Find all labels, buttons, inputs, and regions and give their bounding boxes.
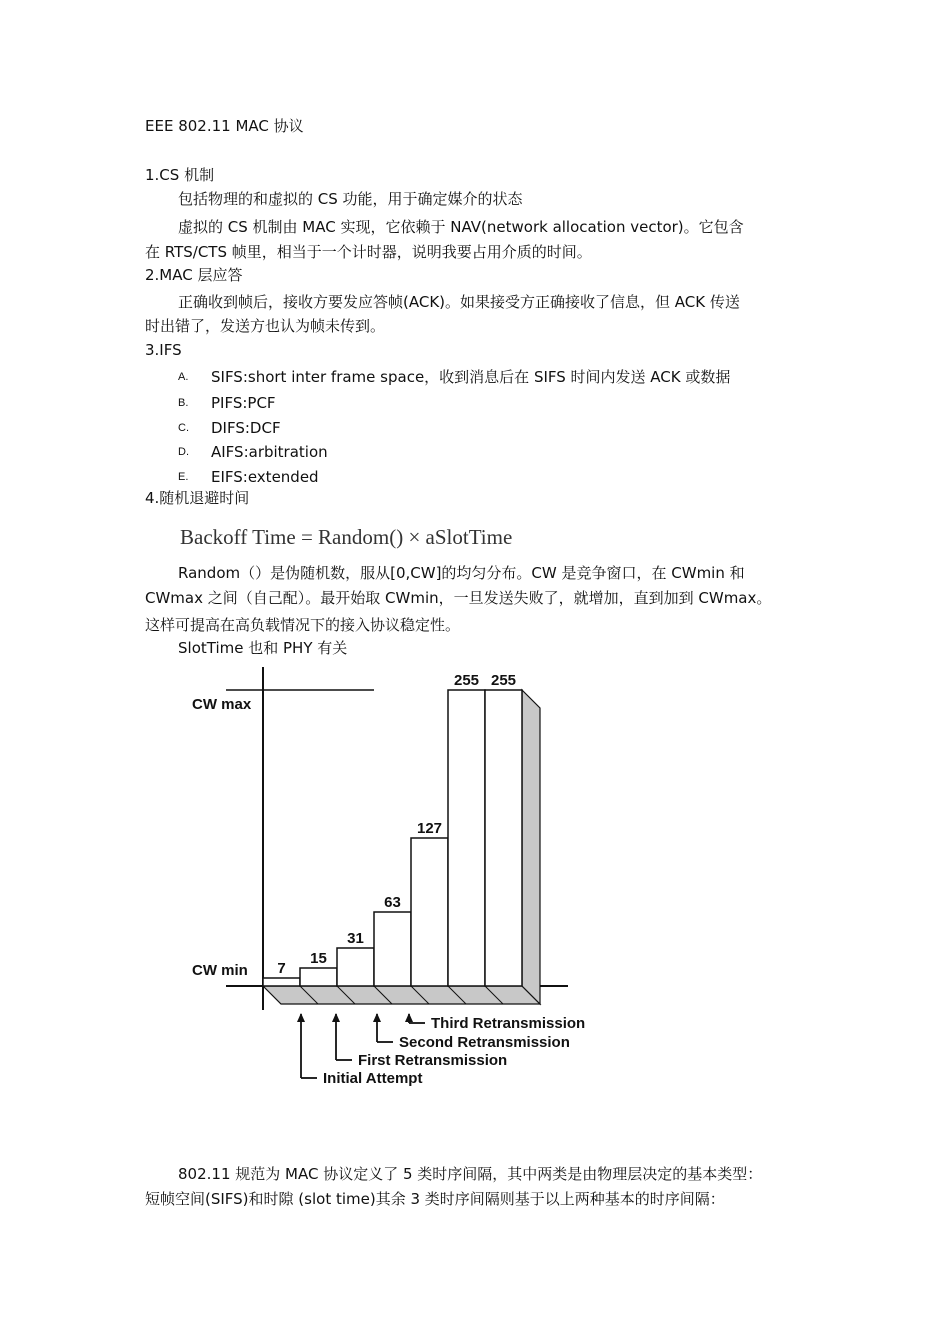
ifs-item-text: AIFS:arbitration: [211, 443, 328, 461]
attempt-label: First Retransmission: [358, 1052, 508, 1069]
backoff-line-1: Random（）是伪随机数，服从[0,CW]的均匀分布。CW 是竞争窗口，在 CWmin 和: [178, 564, 745, 582]
backoff-line-2: CWmax 之间（自己配）。最开始取 CWmin，一旦发送失败了，就增加，直到加到 CWmax。: [145, 589, 772, 607]
attempt-label: Second Retransmission: [399, 1034, 570, 1051]
ifs-item-marker: E.: [178, 471, 189, 483]
bar-value-label: 31: [347, 930, 364, 947]
cs-paragraph-1: 包括物理的和虚拟的 CS 功能，用于确定媒介的状态: [178, 190, 523, 208]
bar-value-label: 255: [453, 672, 480, 689]
attempt-label: Third Retransmission: [431, 1015, 586, 1032]
bar-value-label: 7: [277, 960, 286, 977]
closing-line-2: 短帧空间(SIFS)和时隙 (slot time)其余 3 类时序间隔则基于以上两种基本的时序间隔：: [145, 1190, 725, 1208]
ifs-item-text: EIFS:extended: [211, 468, 319, 486]
cw-min-label: CW min: [192, 962, 248, 979]
chart-bar: [374, 912, 411, 986]
ifs-item-marker: D.: [178, 446, 189, 458]
section-backoff-heading: 4.随机退避时间: [145, 489, 250, 507]
chart-bar: [485, 690, 522, 986]
bar-value-label: 127: [416, 820, 443, 837]
ifs-item-marker: A.: [178, 371, 189, 383]
chart-bar: [263, 978, 300, 986]
bar-value-label: 255: [490, 672, 517, 689]
closing-line-1: 802.11 规范为 MAC 协议定义了 5 类时序间隔，其中两类是由物理层决定的基本类型：: [178, 1165, 763, 1183]
ifs-item-text: SIFS:short inter frame space，收到消息后在 SIFS 时间内发送 ACK 或数据: [211, 368, 731, 386]
backoff-line-3: 这样可提高在高负载情况下的接入协议稳定性。: [145, 616, 461, 634]
ifs-item-text: PIFS:PCF: [211, 394, 276, 412]
ifs-item-marker: C.: [178, 422, 189, 434]
backoff-formula: Backoff Time = Random() × aSlotTime: [180, 525, 513, 549]
cs-paragraph-2-line-1: 虚拟的 CS 机制由 MAC 实现，它依赖于 NAV(network allocation vector)。它包含: [178, 218, 744, 236]
backoff-line-4: SlotTime 也和 PHY 有关: [178, 639, 348, 657]
chart-bar: [337, 948, 374, 986]
chart-bars: [263, 672, 540, 1004]
chart-arrows: [301, 1014, 585, 1087]
chart-bar: [411, 838, 448, 986]
chart-bar: [448, 690, 485, 986]
section-cs-heading: 1.CS 机制: [145, 166, 215, 184]
cw-max-label: CW max: [192, 696, 252, 713]
section-ack-heading: 2.MAC 层应答: [145, 266, 243, 284]
ifs-item-marker: B.: [178, 397, 189, 409]
bar-side-face: [522, 690, 540, 1004]
section-ifs-heading: 3.IFS: [145, 341, 182, 359]
ack-line-1: 正确收到帧后，接收方要发应答帧(ACK)。如果接受方正确接收了信息，但 ACK 传送: [178, 293, 740, 311]
ifs-item-text: DIFS:DCF: [211, 419, 281, 437]
floor-slab: [263, 986, 540, 1004]
attempt-label: Initial Attempt: [323, 1070, 423, 1087]
bar-value-label: 15: [310, 950, 327, 967]
bar-value-label: 63: [384, 894, 401, 911]
ack-line-2: 时出错了，发送方也认为帧未传到。: [145, 317, 386, 335]
doc-title: EEE 802.11 MAC 协议: [145, 117, 304, 135]
cs-paragraph-2-line-2: 在 RTS/CTS 帧里，相当于一个计时器，说明我要占用介质的时间。: [145, 243, 592, 261]
chart-bar: [300, 968, 337, 986]
